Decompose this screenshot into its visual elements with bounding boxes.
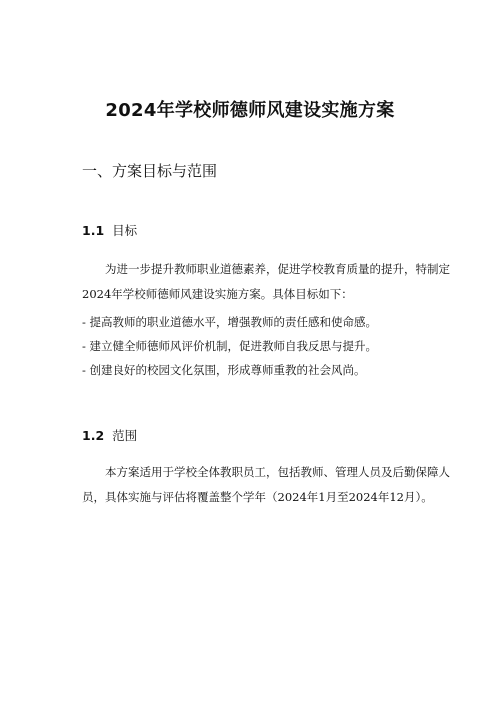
subheading-scope <box>82 426 137 444</box>
scope-paragraph-line-1: 本方案适用于学校全体教职员工，包括教师、管理人员及后勤保障人 <box>105 465 450 479</box>
goal-paragraph-line-2: 2024年学校师德师风建设实施方案。具体目标如下： <box>82 287 353 301</box>
goal-paragraph <box>82 257 462 307</box>
goal-bullet-item: - 提高教师的职业道德水平，增强教师的责任感和使命感。 <box>82 315 378 329</box>
document-title: 2024年学校师德师风建设实施方案 <box>105 100 395 121</box>
subheading-scope-text: 范围 <box>112 428 138 443</box>
scope-paragraph-line-2: 员，具体实施与评估将覆盖整个学年（2024年1月至2024年12月）。 <box>82 490 433 504</box>
goal-bullet-item: - 创建良好的校园文化氛围，形成尊师重教的社会风尚。 <box>82 363 366 377</box>
scope-paragraph <box>82 460 462 510</box>
section-heading-goals-scope: 一、方案目标与范围 <box>82 162 218 180</box>
subheading-goal-number: 1.1 <box>82 223 105 238</box>
goal-bullet-list <box>82 310 377 382</box>
subheading-goal-text: 目标 <box>112 223 138 238</box>
goal-paragraph-line-1: 为进一步提升教师职业道德素养，促进学校教育质量的提升，特制定 <box>105 262 450 276</box>
goal-bullet-item: - 建立健全师德师风评价机制，促进教师自我反思与提升。 <box>82 339 378 353</box>
subheading-goal <box>82 221 137 239</box>
subheading-scope-number: 1.2 <box>82 428 105 443</box>
